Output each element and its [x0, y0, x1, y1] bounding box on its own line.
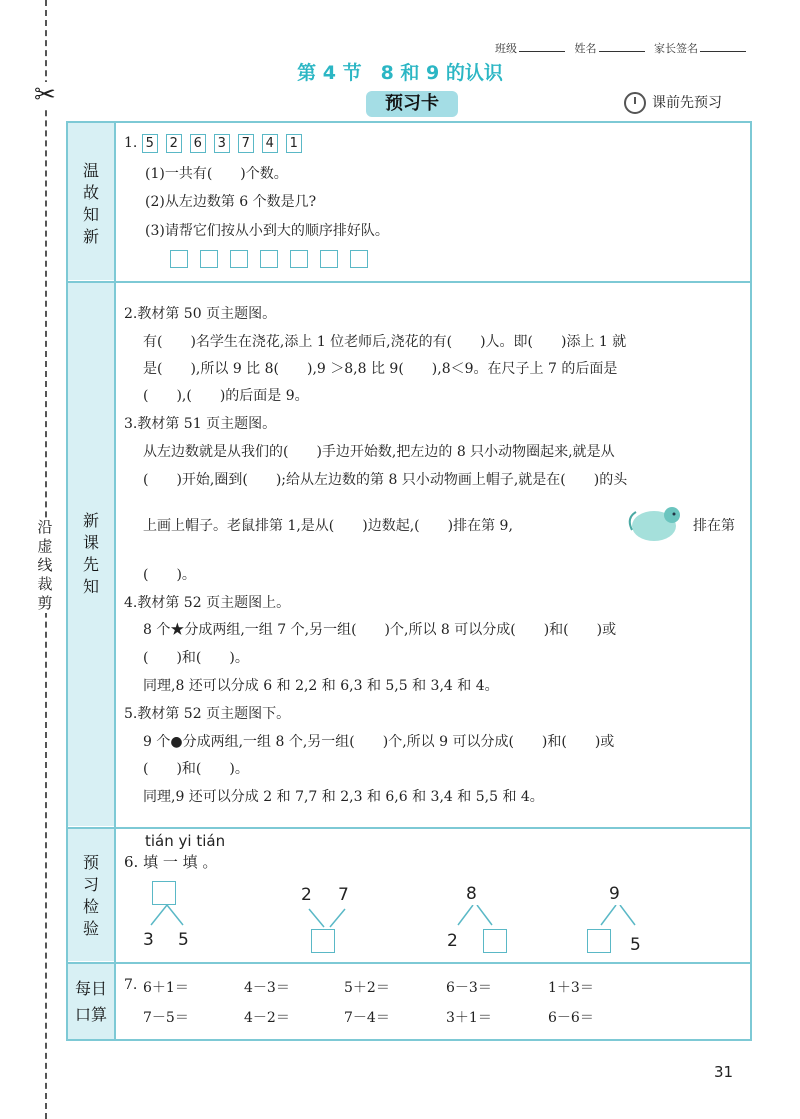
section-title: 第 4 节 8 和 9 的认识	[297, 62, 503, 84]
q6-pinyin: tián yi tián	[145, 832, 226, 850]
q1-sub2: (2)从左边数第 6 个数是几?	[145, 194, 317, 210]
q7-expression: 7－5＝	[143, 1010, 189, 1026]
tree2-branches	[304, 907, 350, 929]
name-label: 姓名	[574, 42, 597, 55]
q1-number-box: 2	[166, 134, 182, 153]
name-field[interactable]	[599, 42, 645, 52]
tree1-left: 3	[143, 930, 154, 950]
tree2-bottom-box[interactable]	[311, 929, 335, 953]
q1-number-box: 4	[262, 134, 278, 153]
tree1-branches	[145, 905, 189, 927]
q4-line2: ( )和( )。	[143, 650, 249, 666]
preview-tag-label: 课前先预习	[652, 95, 722, 111]
tree3-right-box[interactable]	[483, 929, 507, 953]
q1-answer-box[interactable]	[350, 250, 368, 268]
q1-number-box: 1	[286, 134, 302, 153]
q1-answer-box[interactable]	[170, 250, 188, 268]
q4-line3: 同理,8 还可以分成 6 和 2,2 和 6,3 和 5,5 和 3,4 和 4。	[143, 678, 499, 694]
q1-number-boxes	[142, 135, 310, 151]
q1-answer-box[interactable]	[200, 250, 218, 268]
q7-label: 7.	[124, 977, 138, 993]
tree3-top: 8	[466, 884, 477, 904]
q1-sub1: (1)一共有( )个数。	[145, 166, 288, 182]
q3-line3a: 上画上帽子。老鼠排第 1,是从( )边数起,( )排在第 9,	[143, 518, 513, 534]
label-daily: 每日口算	[75, 979, 108, 1024]
q7-expression: 6－6＝	[548, 1010, 594, 1026]
class-label: 班级	[495, 42, 517, 55]
q3-line3b: 排在第	[693, 518, 735, 534]
q7-expression: 6＋1＝	[143, 980, 189, 996]
q4-title: 4.教材第 52 页主题图上。	[124, 595, 291, 611]
q5-line3: 同理,9 还可以分成 2 和 7,7 和 2,3 和 6,6 和 3,4 和 5,5 和 4。	[143, 789, 544, 805]
header-fields	[495, 40, 752, 56]
q1-number-box: 6	[190, 134, 206, 153]
q1-answer-box[interactable]	[230, 250, 248, 268]
tree4-right: 5	[630, 935, 641, 955]
preview-tag	[624, 92, 722, 114]
q3-line4: ( )。	[143, 567, 196, 583]
q7-expression: 1＋3＝	[548, 980, 594, 996]
tree4-left-box[interactable]	[587, 929, 611, 953]
tree4-top: 9	[609, 884, 620, 904]
q1-number-box: 5	[142, 134, 158, 153]
row-divider-3	[68, 962, 750, 964]
row-divider-2	[68, 827, 750, 829]
q2-line1: 有( )名学生在浇花,添上 1 位老师后,浇花的有( )人。即( )添上 1 就	[143, 334, 627, 350]
cut-instruction: 沿虚线裁剪	[34, 518, 56, 613]
q2-title: 2.教材第 50 页主题图。	[124, 306, 277, 322]
card-title: 预习卡	[366, 91, 458, 117]
q1-number-box: 3	[214, 134, 230, 153]
tree1-top-box[interactable]	[152, 881, 176, 905]
tree3-branches	[453, 905, 497, 927]
q1	[124, 134, 310, 153]
q1-answer-box[interactable]	[260, 250, 278, 268]
row-divider-1	[68, 281, 750, 283]
q7-expression: 4－3＝	[244, 980, 290, 996]
q1-number-box: 7	[238, 134, 254, 153]
q4-line1: 8 个★分成两组,一组 7 个,另一组( )个,所以 8 可以分成( )和( )或	[143, 622, 617, 638]
clock-icon	[624, 92, 646, 114]
q1-answer-box[interactable]	[320, 250, 338, 268]
column-divider	[114, 123, 116, 1039]
q1-sub3: (3)请帮它们按从小到大的顺序排好队。	[145, 223, 389, 239]
q1-label: 1.	[124, 135, 138, 151]
q3-title: 3.教材第 51 页主题图。	[124, 416, 277, 432]
q7-expression: 4－2＝	[244, 1010, 290, 1026]
scissors-icon: ✂	[34, 80, 56, 110]
q5-title: 5.教材第 52 页主题图下。	[124, 706, 291, 722]
q7-expression: 6－3＝	[446, 980, 492, 996]
q2-line2: 是( ),所以 9 比 8( ),9 ＞8,8 比 9( ),8＜9。在尺子上 7 的后面是	[143, 361, 618, 377]
tree1-right: 5	[178, 930, 189, 950]
tree2-left: 2	[301, 885, 312, 905]
parent-sign-label: 家长签名	[654, 42, 698, 55]
tree4-branches	[596, 905, 640, 927]
q3-line2: ( )开始,圈到( );给从左边数的第 8 只小动物画上帽子,就是在( )的头	[143, 472, 628, 488]
q5-line2: ( )和( )。	[143, 761, 249, 777]
class-field[interactable]	[519, 42, 565, 52]
tree2-right: 7	[338, 885, 349, 905]
q2-line3: ( ),( )的后面是 9。	[143, 388, 309, 404]
q1-answer-box[interactable]	[290, 250, 308, 268]
page-number: 31	[714, 1063, 734, 1081]
label-check: 预习检验	[82, 853, 99, 938]
parent-sign-field[interactable]	[700, 42, 746, 52]
q7-expression: 5＋2＝	[344, 980, 390, 996]
q7-expression: 3＋1＝	[446, 1010, 492, 1026]
tree3-left: 2	[447, 931, 458, 951]
label-new: 新课先知	[82, 511, 99, 596]
label-review: 温故知新	[82, 161, 99, 246]
q5-line1: 9 个●分成两组,一组 8 个,另一组( )个,所以 9 可以分成( )和( )或	[143, 734, 615, 750]
animal-picture-icon	[624, 500, 686, 546]
q6-title: 6. 填 一 填 。	[124, 853, 218, 871]
q7-expression: 7－4＝	[344, 1010, 390, 1026]
q3-line1: 从左边数就是从我们的( )手边开始数,把左边的 8 只小动物圈起来,就是从	[143, 444, 615, 460]
